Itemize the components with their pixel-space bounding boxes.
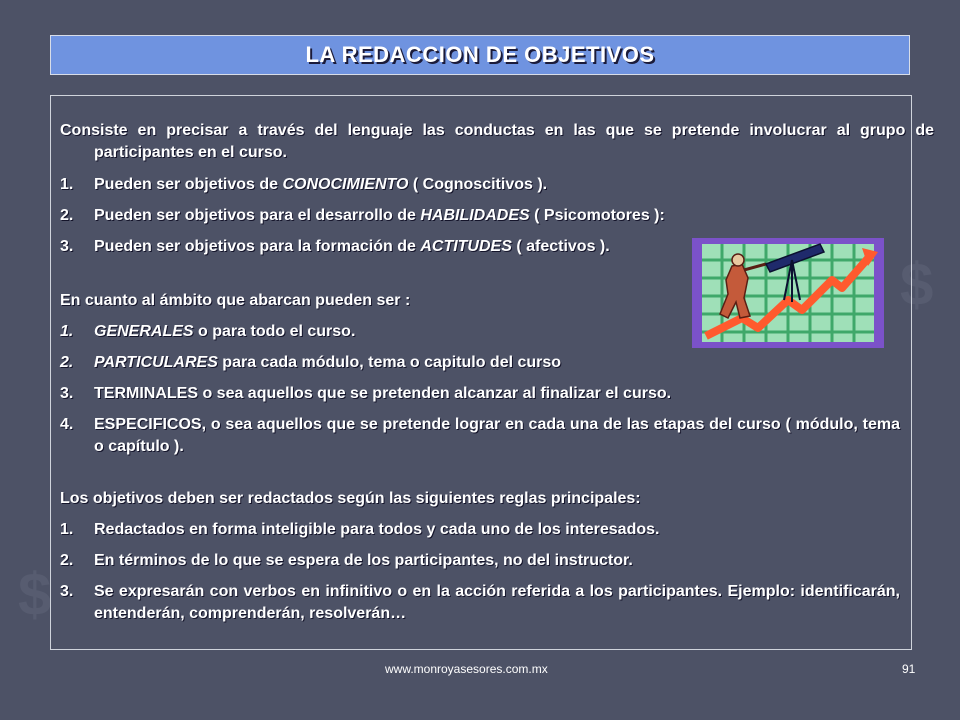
item-number: 3. — [60, 385, 74, 402]
item-text: En términos de lo que se espera de los participantes, no del instructor. — [94, 552, 633, 569]
intro-paragraph: Consiste en precisar a través del lenguaje las conductas en las que se pretende involucrar al grupo de participantes en el curso. — [60, 122, 934, 161]
page-title: LA REDACCION DE OBJETIVOS — [305, 42, 655, 67]
item-number: 3. — [60, 583, 74, 600]
item-number: 1. — [60, 323, 74, 340]
scope-item — [60, 414, 900, 458]
emphasis: GENERALES — [94, 323, 194, 340]
emphasis: CONOCIMIENTO — [282, 176, 409, 193]
item-text: Pueden ser objetivos de CONOCIMIENTO ( Cognoscitivos ). — [94, 176, 548, 193]
item-number: 1. — [60, 521, 74, 538]
item-number: 4. — [60, 416, 74, 433]
item-text: Redactados en forma inteligible para todos y cada uno de los interesados. — [94, 521, 660, 538]
rules-heading: Los objetivos deben ser redactados según las siguientes reglas principales: — [60, 490, 641, 507]
telescope-growth-illustration — [692, 238, 884, 348]
item-number: 2. — [60, 207, 74, 224]
item-text: Se expresarán con verbos en infinitivo o en la acción referida a los participantes. Ejemplo: identificarán, entenderán, comprenderán, resolverán… — [94, 583, 900, 622]
rule-item — [60, 519, 900, 541]
item-text: TERMINALES o sea aquellos que se pretenden alcanzar al finalizar el curso. — [94, 385, 672, 402]
objective-type-item — [60, 205, 900, 227]
rule-item — [60, 550, 900, 572]
item-text: GENERALES o para todo el curso. — [94, 323, 356, 340]
bg-currency-glyph-left: $ — [18, 561, 52, 628]
emphasis: HABILIDADES — [420, 207, 530, 224]
scope-item — [60, 352, 900, 374]
scope-item — [60, 383, 900, 405]
rule-item — [60, 581, 900, 625]
item-number: 2. — [60, 354, 74, 371]
item-number: 2. — [60, 552, 74, 569]
bg-currency-glyph-right: $ — [900, 251, 934, 318]
emphasis: ACTITUDES — [420, 238, 512, 255]
title-bar — [50, 35, 910, 75]
item-number: 3. — [60, 238, 74, 255]
emphasis: PARTICULARES — [94, 354, 218, 371]
objective-type-item — [60, 174, 900, 196]
page-number: 91 — [902, 662, 916, 676]
footer-url: www.monroyasesores.com.mx — [385, 662, 548, 676]
item-text: Pueden ser objetivos para la formación de ACTITUDES ( afectivos ). — [94, 238, 610, 255]
item-text: ESPECIFICOS, o sea aquellos que se pretende lograr en cada una de las etapas del curso ( módulo, tema o capítulo ). — [94, 416, 900, 455]
item-text: PARTICULARES para cada módulo, tema o capitulo del curso — [94, 354, 562, 371]
scope-heading: En cuanto al ámbito que abarcan pueden ser : — [60, 292, 411, 309]
item-number: 1. — [60, 176, 74, 193]
item-text: Pueden ser objetivos para el desarrollo de HABILIDADES ( Psicomotores ): — [94, 207, 665, 224]
